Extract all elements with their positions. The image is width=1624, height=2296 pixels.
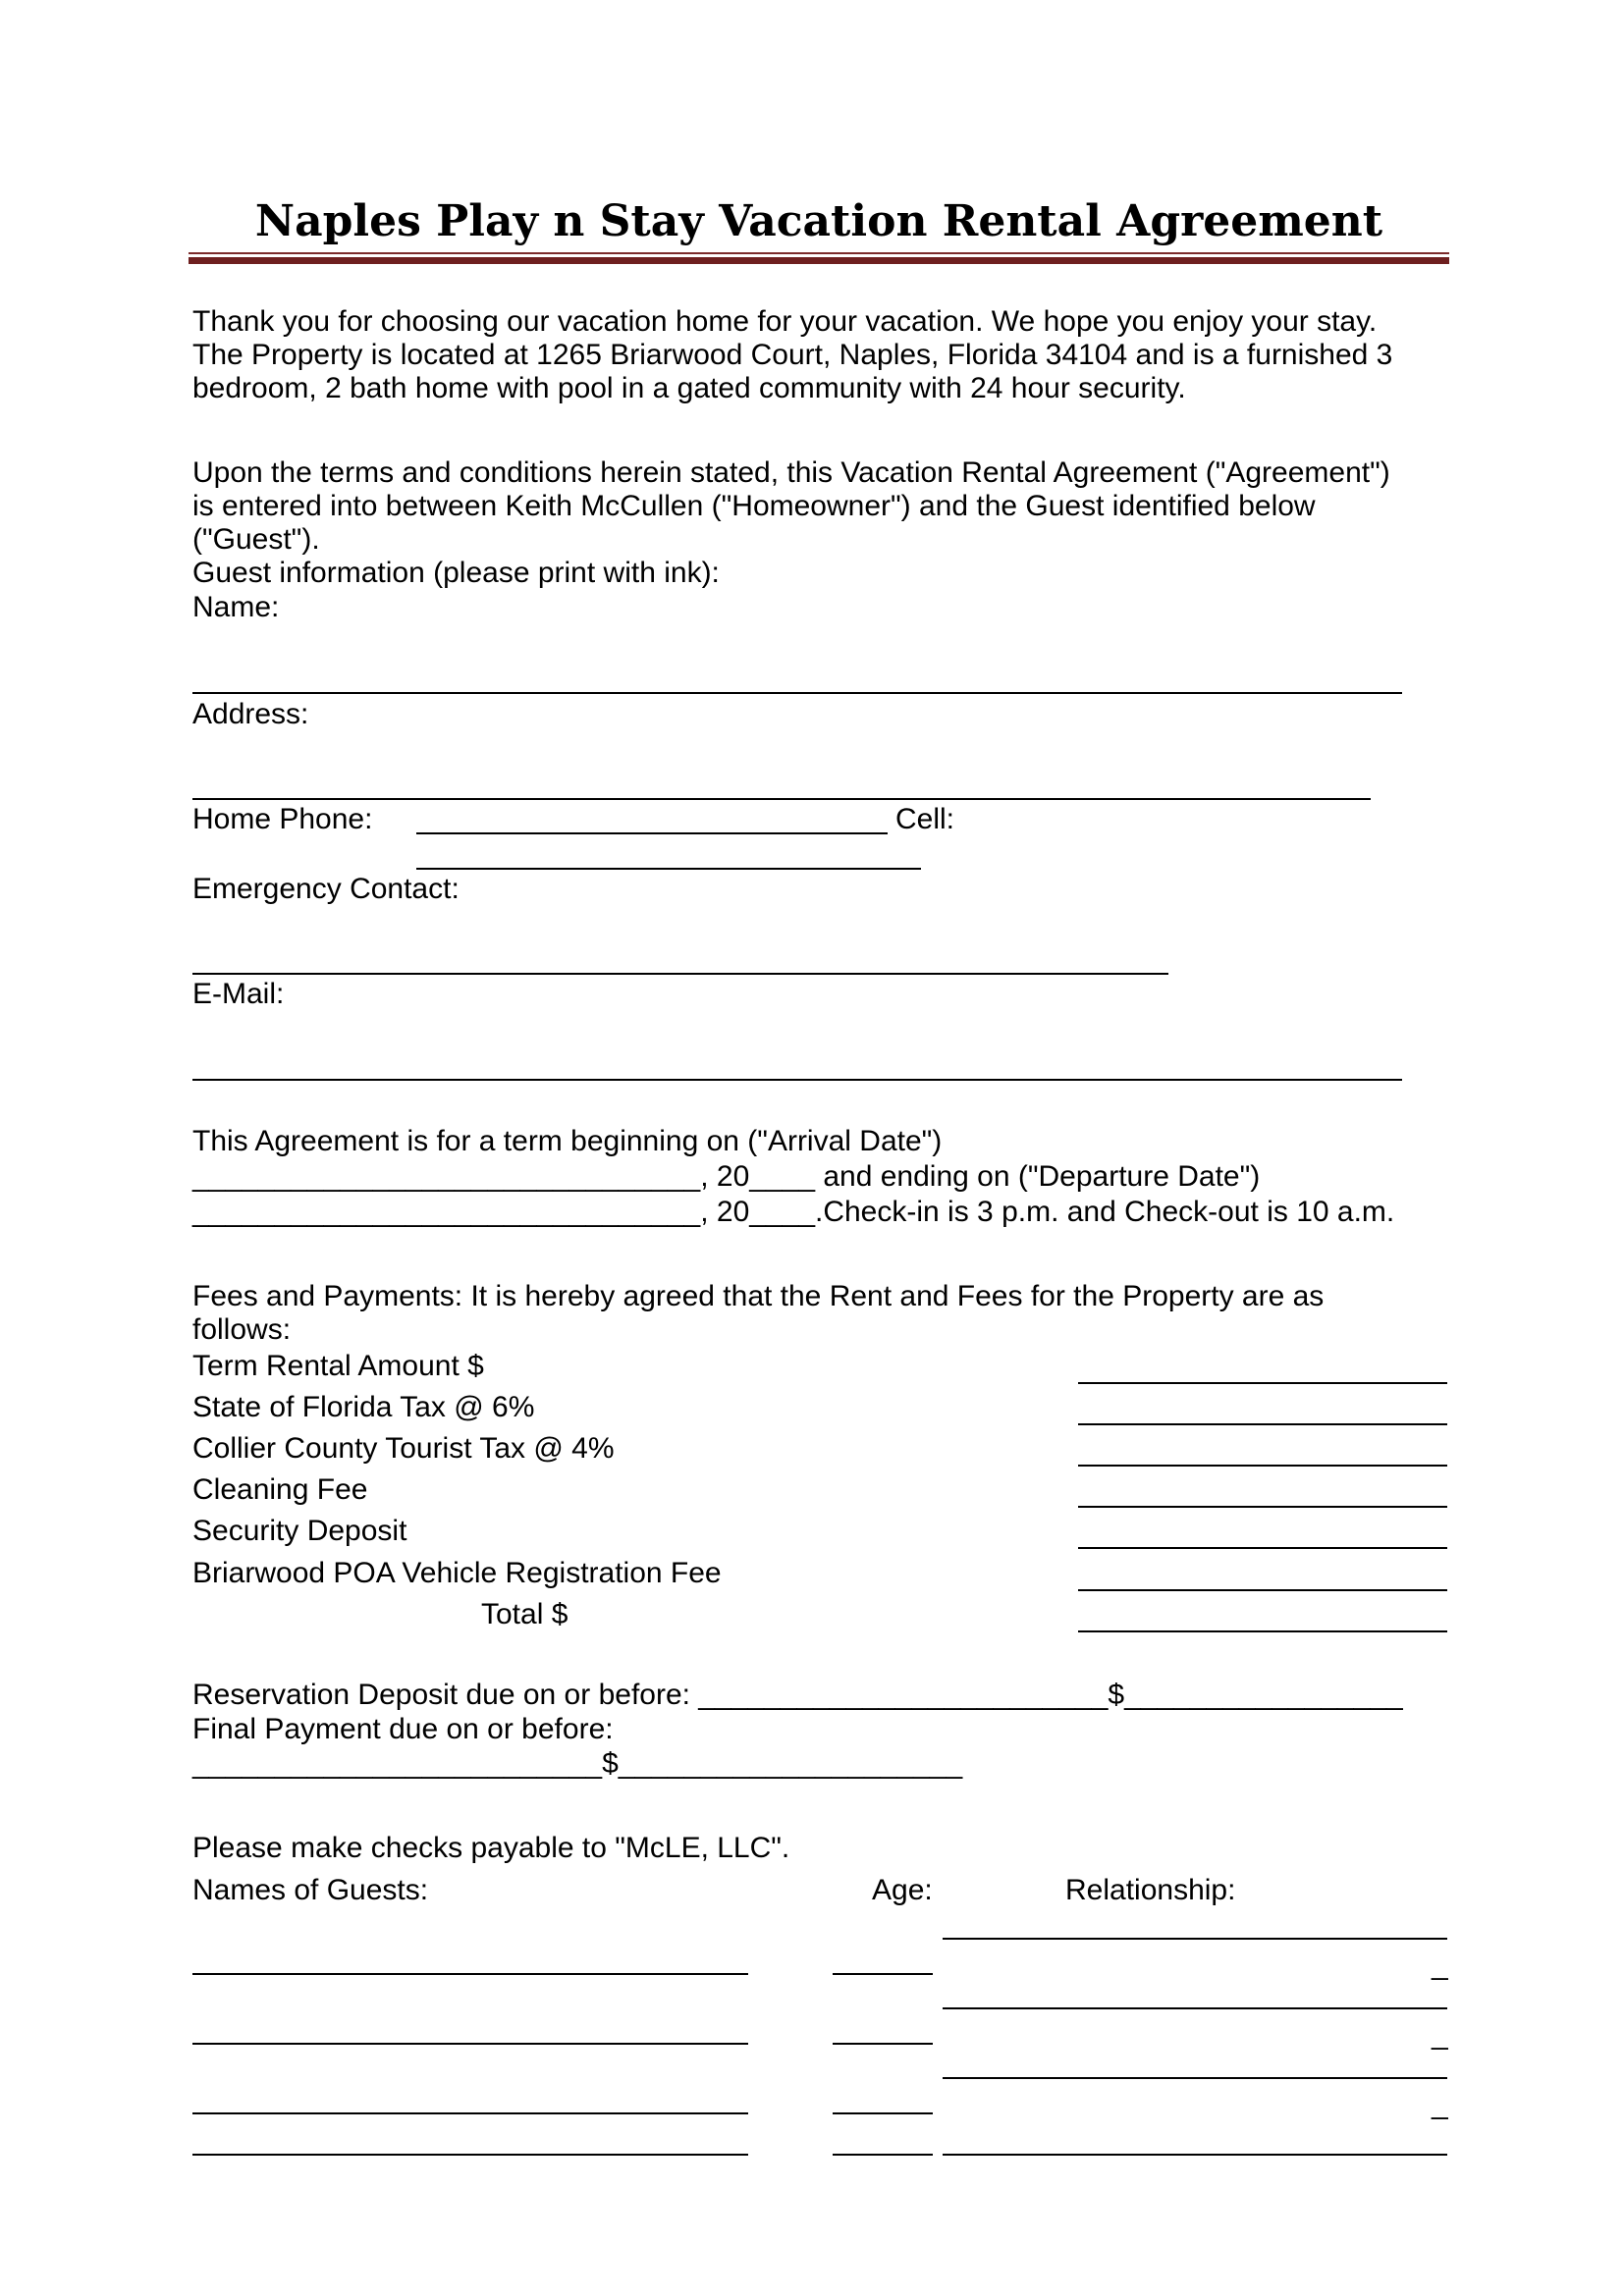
name-fill-line[interactable]	[192, 692, 1402, 694]
fee-line-security-deposit[interactable]	[1078, 1547, 1447, 1549]
address-fill-line[interactable]	[192, 798, 1371, 800]
email-fill-line[interactable]	[192, 1079, 1402, 1081]
guest-age-line[interactable]	[833, 2112, 933, 2114]
row-end-mark: _	[1432, 2088, 1448, 2120]
home-phone-label: Home Phone:	[192, 803, 373, 835]
intro-line-1: Thank you for choosing our vacation home for your vacation. We hope you enjoy your stay.	[192, 305, 1378, 338]
guest-name-line[interactable]	[192, 2154, 748, 2156]
emergency-contact-label: Emergency Contact:	[192, 873, 460, 905]
address-label: Address:	[192, 698, 309, 730]
relationship-line[interactable]	[943, 2077, 1447, 2079]
title-rule-thin	[189, 252, 1449, 254]
document-title: Naples Play n Stay Vacation Rental Agreement	[254, 196, 1383, 246]
row-end-mark: _	[1432, 2018, 1448, 2051]
fee-line-cleaning[interactable]	[1078, 1506, 1447, 1508]
name-label: Name:	[192, 591, 280, 623]
fee-line-term-rental[interactable]	[1078, 1382, 1447, 1384]
intro-line-2: The Property is located at 1265 Briarwood Court, Naples, Florida 34104 and is a furnished 3	[192, 339, 1393, 371]
guest-name-line[interactable]	[192, 1973, 748, 1975]
fees-intro-line-2: follows:	[192, 1313, 292, 1346]
relationship-header: Relationship:	[1065, 1874, 1236, 1906]
names-of-guests-header: Names of Guests:	[192, 1874, 429, 1906]
fees-intro-line-1: Fees and Payments: It is hereby agreed that the Rent and Fees for the Property are as	[192, 1280, 1325, 1312]
relationship-line[interactable]	[943, 2007, 1447, 2009]
final-payment-line: _________________________$_____________________	[192, 1747, 963, 1780]
relationship-line[interactable]	[943, 2154, 1447, 2156]
term-line-1: This Agreement is for a term beginning on ("Arrival Date")	[192, 1125, 943, 1157]
relationship-line-top[interactable]	[943, 1938, 1447, 1940]
reservation-deposit-line: Reservation Deposit due on or before: _________________________$_________________	[192, 1679, 1403, 1711]
fee-line-total[interactable]	[1078, 1630, 1447, 1632]
emergency-contact-fill-line[interactable]	[192, 973, 1168, 975]
fee-item-cleaning: Cleaning Fee	[192, 1473, 368, 1506]
row-end-mark: _	[1432, 1949, 1448, 1981]
terms-line-3: ("Guest").	[192, 523, 320, 556]
home-phone-fill-line[interactable]	[416, 832, 888, 834]
guest-name-line[interactable]	[192, 2112, 748, 2114]
cell-fill-line[interactable]	[416, 868, 921, 870]
email-label: E-Mail:	[192, 978, 285, 1010]
intro-line-3: bedroom, 2 bath home with pool in a gated community with 24 hour security.	[192, 372, 1186, 404]
terms-line-2: is entered into between Keith McCullen ("Homeowner") and the Guest identified below	[192, 490, 1316, 522]
fee-item-security-deposit: Security Deposit	[192, 1515, 407, 1547]
guest-name-line[interactable]	[192, 2043, 748, 2045]
fee-line-tourist-tax[interactable]	[1078, 1465, 1447, 1467]
guest-age-line[interactable]	[833, 2154, 933, 2156]
fee-item-vehicle-registration: Briarwood POA Vehicle Registration Fee	[192, 1557, 722, 1589]
term-line-2: _______________________________, 20____ and ending on ("Departure Date")	[192, 1160, 1261, 1193]
fee-line-florida-tax[interactable]	[1078, 1423, 1447, 1425]
terms-line-1: Upon the terms and conditions herein stated, this Vacation Rental Agreement ("Agreement")	[192, 456, 1390, 489]
checks-payable-note: Please make checks payable to "McLE, LLC".	[192, 1832, 790, 1864]
age-header: Age:	[872, 1874, 933, 1906]
title-rule-thick	[189, 257, 1449, 264]
guest-info-heading: Guest information (please print with ink):	[192, 557, 720, 589]
fee-total-label: Total $	[481, 1598, 568, 1630]
fee-item-term-rental: Term Rental Amount $	[192, 1350, 484, 1382]
fee-item-tourist-tax: Collier County Tourist Tax @ 4%	[192, 1432, 615, 1465]
fee-line-vehicle-registration[interactable]	[1078, 1589, 1447, 1591]
guest-age-line[interactable]	[833, 1973, 933, 1975]
final-payment-label: Final Payment due on or before:	[192, 1713, 614, 1745]
guest-age-line[interactable]	[833, 2043, 933, 2045]
cell-label: Cell:	[895, 803, 955, 835]
fee-item-florida-tax: State of Florida Tax @ 6%	[192, 1391, 535, 1423]
term-line-3: _______________________________, 20____.Check-in is 3 p.m. and Check-out is 10 a.m.	[192, 1196, 1395, 1228]
